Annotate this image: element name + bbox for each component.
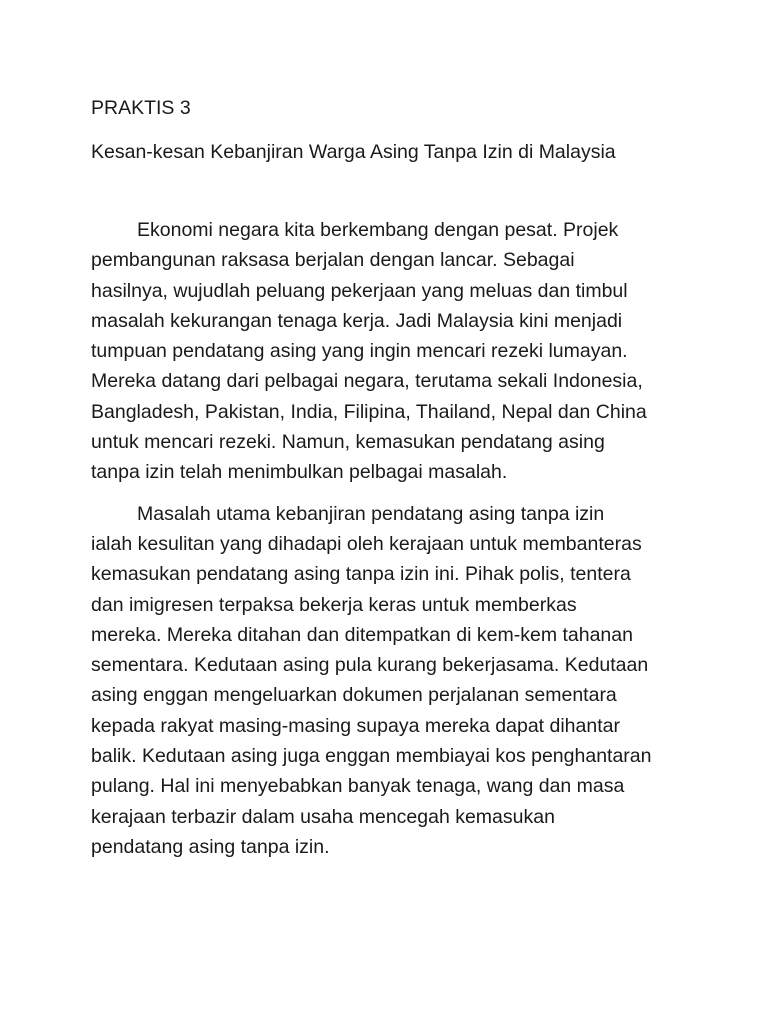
paragraph-line: masalah kekurangan tenaga kerja. Jadi Malaysia kini menjadi — [91, 309, 623, 332]
paragraph-2 — [91, 499, 691, 863]
paragraph-line: mereka. Mereka ditahan dan ditempatkan di kem-kem tahanan — [91, 623, 633, 646]
document-body — [91, 94, 691, 862]
paragraph-line: ialah kesulitan yang dihadapi oleh kerajaan untuk membanteras — [91, 532, 642, 555]
paragraph-line: pembangunan raksasa berjalan dengan lancar. Sebagai — [91, 249, 575, 272]
paragraph-line: Masalah utama kebanjiran pendatang asing tanpa izin — [137, 502, 605, 525]
paragraph-line: Ekonomi negara kita berkembang dengan pesat. Projek — [137, 219, 619, 241]
paragraph-line: balik. Kedutaan asing juga enggan membiayai kos penghantaran — [91, 745, 652, 768]
paragraph-line: Bangladesh, Pakistan, India, Filipina, Thailand, Nepal dan China — [91, 400, 647, 423]
paragraph-line: Mereka datang dari pelbagai negara, terutama sekali Indonesia, — [91, 370, 643, 393]
document-title: Kesan-kesan Kebanjiran Warga Asing Tanpa Izin di Malaysia — [91, 141, 616, 163]
paragraph-line: untuk mencari rezeki. Namun, kemasukan pendatang asing — [91, 431, 605, 454]
paragraph-line: tanpa izin telah menimbulkan pelbagai masalah. — [91, 461, 508, 484]
paragraph-line: dan imigresen terpaksa bekerja keras untuk memberkas — [91, 593, 577, 616]
paragraph-line: asing enggan mengeluarkan dokumen perjalanan sementara — [91, 684, 617, 707]
document-heading: PRAKTIS 3 — [91, 97, 191, 119]
paragraph-line: kepada rakyat masing-masing supaya mereka dapat dihantar — [91, 714, 620, 737]
paragraph-line: pulang. Hal ini menyebabkan banyak tenaga, wang dan masa — [91, 775, 625, 798]
paragraph-line: sementara. Kedutaan asing pula kurang bekerjasama. Kedutaan — [91, 654, 649, 677]
paragraph-1 — [91, 215, 691, 488]
paragraph-line: pendatang asing tanpa izin. — [91, 835, 330, 858]
paragraph-line: hasilnya, wujudlah peluang pekerjaan yang meluas dan timbul — [91, 279, 628, 302]
paragraph-line: tumpuan pendatang asing yang ingin mencari rezeki lumayan. — [91, 340, 628, 363]
paragraph-line: kemasukan pendatang asing tanpa izin ini. Pihak polis, tentera — [91, 563, 631, 586]
paragraph-line: kerajaan terbazir dalam usaha mencegah kemasukan — [91, 805, 555, 828]
